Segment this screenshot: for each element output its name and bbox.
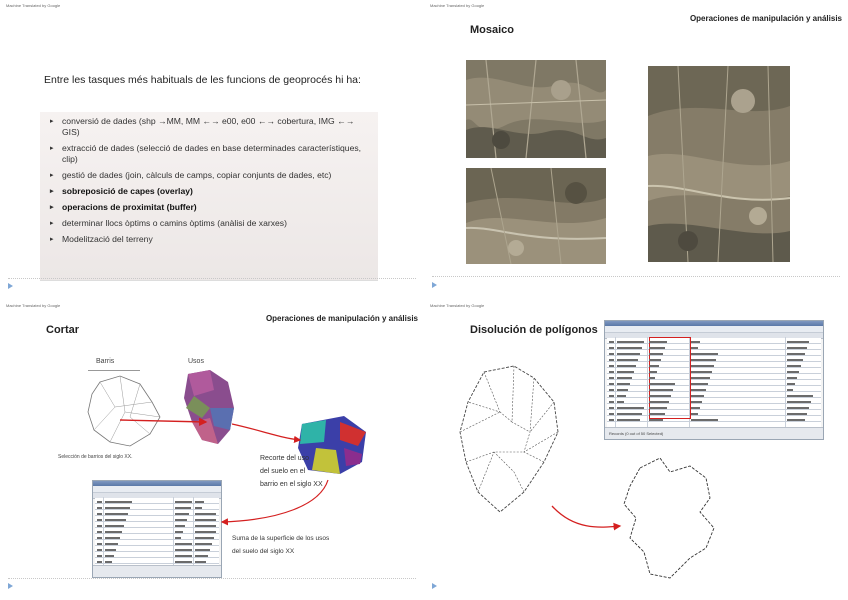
slide-nav-marker-icon[interactable] [432,282,437,288]
bullet-item: ▸ extracció de dades (selecció de dades en base determinades característiques, clip) [62,143,372,165]
slide-footer-line [8,578,416,579]
slide-nav-marker-icon[interactable] [432,583,437,589]
slide-nav-marker-icon[interactable] [8,283,13,289]
caption-cut-line: del suelo en el [260,468,306,475]
caption-sum-line: del suelo del siglo XX [232,548,295,555]
aerial-photo-mosaic-result [648,66,790,262]
label-usos: Usos [188,358,204,365]
label-barris: Barris [96,358,115,365]
bullet-item: ▸ operacions de proximitat (buffer) [62,202,372,213]
slide-mosaico[interactable] [424,0,848,300]
caption-selection: Selección de barrios del siglo XX. [58,454,133,460]
slide-geoprocessing-tasks[interactable] [0,0,424,300]
workflow-arrows [0,300,424,600]
aerial-photo-tile-2 [466,168,606,264]
caption-sum-line: Suma de la superficie de los usos [232,535,330,542]
arrow-to-table [222,480,328,522]
slide-title: Mosaico [470,24,515,36]
arrow-dissolve [552,506,620,527]
caption-cut-line: barrio en el siglo XX [260,481,323,488]
slide-dissolve-polygons[interactable] [424,300,848,600]
slide-nav-marker-icon[interactable] [8,583,13,589]
slide-title: Disolución de polígonos [470,324,598,336]
arrow-to-clip [232,424,300,440]
arrow-to-usos [120,420,206,422]
workflow-arrows [424,300,848,600]
slide-cortar[interactable] [0,300,424,600]
slide-footer-line [8,278,416,279]
bullet-item: ▸ Modelització del terreny [62,234,372,245]
machine-translated-label: Machine Translated by Google [430,3,485,8]
machine-translated-label: Machine Translated by Google [430,303,485,308]
bullet-item: ▸ determinar llocs òptims o camins òptims (anàlisi de xarxes) [62,218,372,229]
bullet-item: ▸ conversió de dades (shp →MM, MM ←→ e00, e00 ←→ cobertura, IMG ←→ GIS) [62,116,372,138]
records-count-text: Records (0 out of 50 Selected) [609,431,664,436]
slide-title: Cortar [46,324,80,336]
slide-intro-text: Entre les tasques més habituals de les funcions de geoprocés hi ha: [44,74,361,86]
slide-header: Operaciones de manipulación y análisis [265,314,418,323]
slide-footer-line [432,276,840,277]
slide-header: Operaciones de manipulación y análisis [689,14,842,23]
machine-translated-label: Machine Translated by Google [6,3,61,8]
aerial-photo-tile-1 [466,60,606,158]
bullet-item: ▸ sobreposició de capes (overlay) [62,186,372,197]
bullet-item: ▸ gestió de dades (join, càlculs de camps, copiar conjunts de dades, etc) [62,170,372,181]
machine-translated-label: Machine Translated by Google [6,303,61,308]
bullet-list-box [40,112,378,281]
caption-cut-line: Recorte del uso [260,455,310,462]
